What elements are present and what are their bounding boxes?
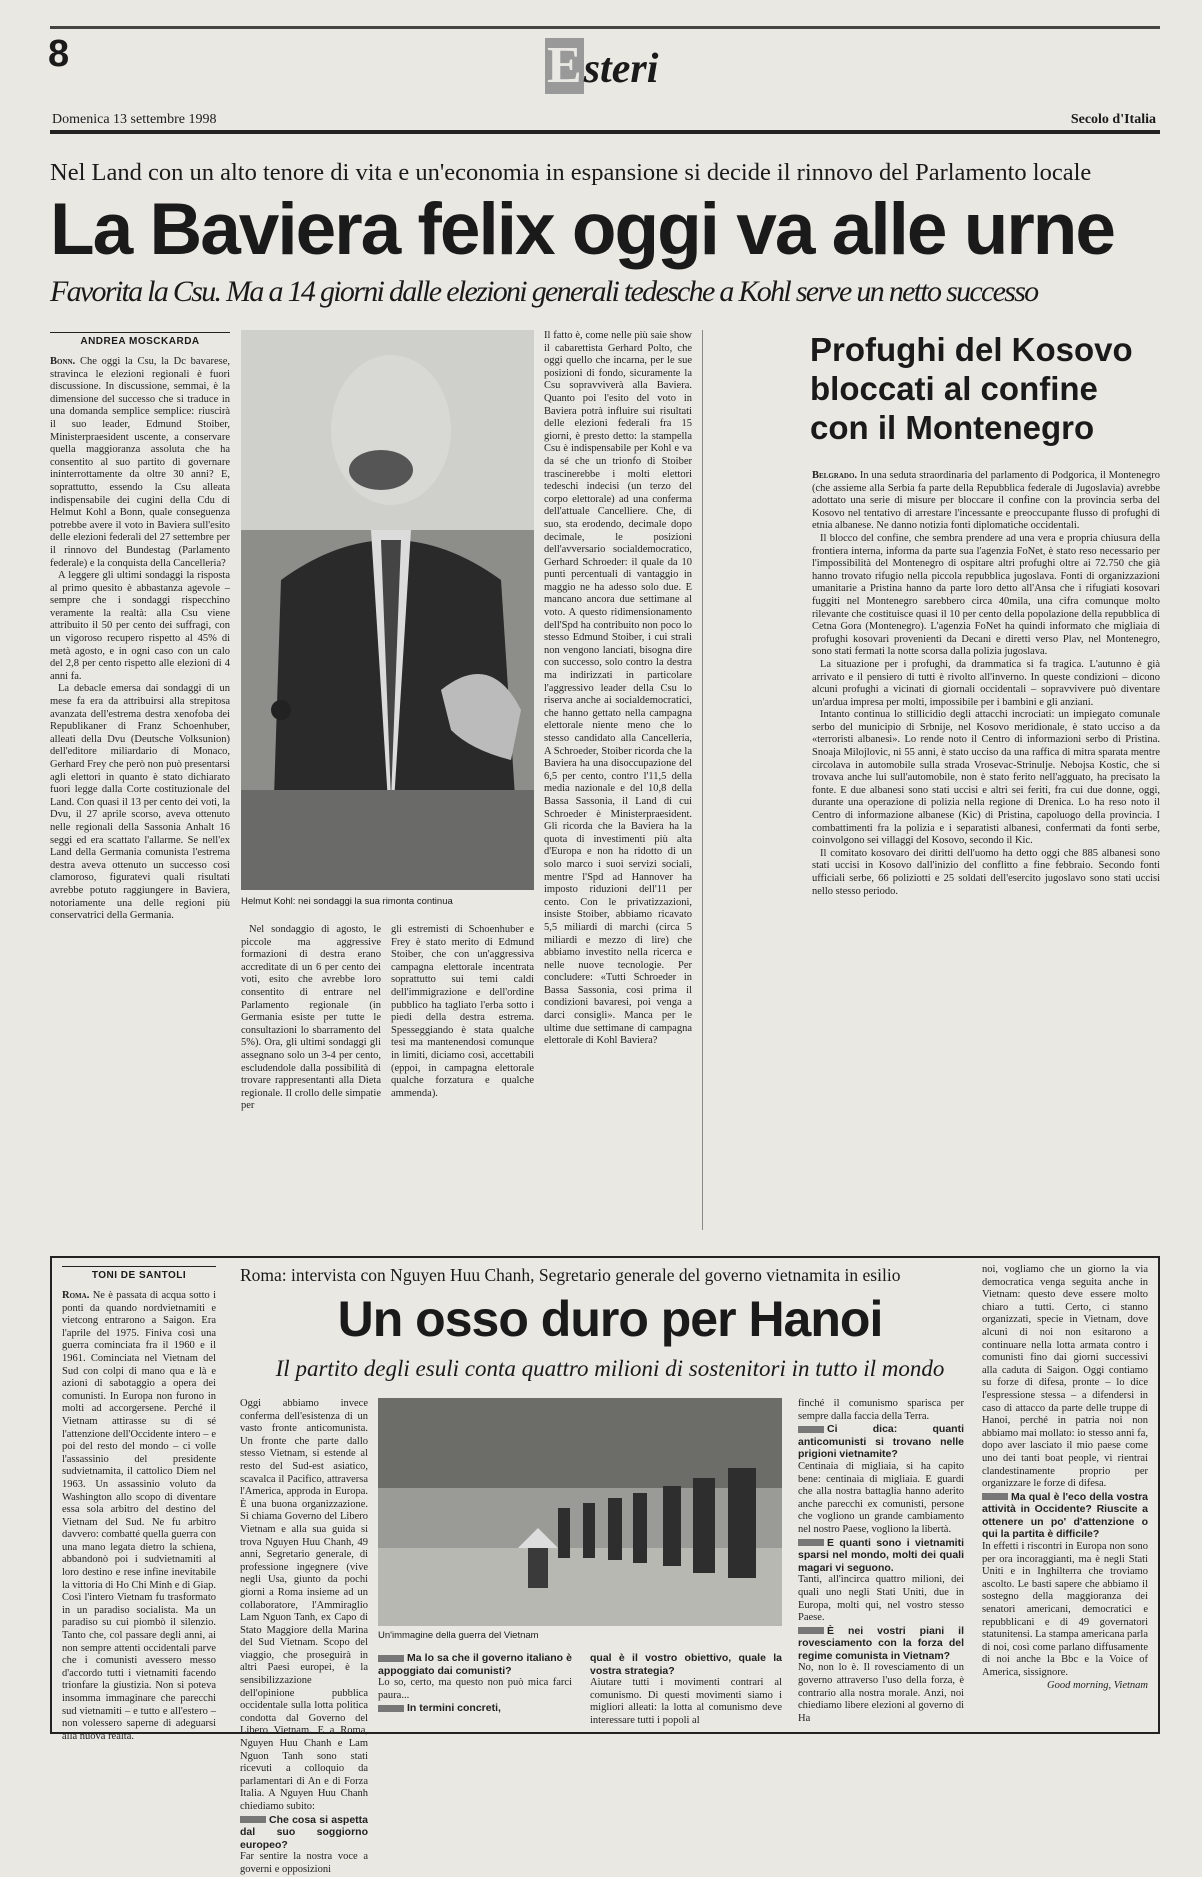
bottom-col2-para: Oggi abbiamo invece conferma dell'esistenza di un vasto fronte anticomunista. Un fronte che parte dallo stesso Vietnam, si estende al resto del Sud-est asiatico, scavalca il Pacifico, attraversa l'America, approda in Europa. È una buona organizzazione. Si chiama Governo del Libero Vietnam e alla sua guida si trova Nguyen Huu Chanh, 49 anni, Segretario generale, di professione ingegnere (vive negli Usa, giunto da pochi giorni a Roma insieme ad un collaboratore, l'Ammiraglio Lam Nguon Tanh, ex Capo di Stato Maggiore della Marina del Sud Vietnam. Scopo del viaggio, che proseguirà in altri Paesi europei, è la sensibilizzazione dell'opinione pubblica occidentale sulla lotta politica condotta dal Governo del Libero Vietnam. E a Roma, Nguyen Huu Chanh e Lam Nguon Tanh sono stati ricevuti a colloquio da parlamentari di An e di Forza Italia. A Nguyen Huu Chanh chiediamo subito:	[240, 1398, 368, 1812]
bottom-col5-answer: In effetti i riscontri in Europa non sono per ora incoraggianti, ma è negli Stati Uniti e in Inghilterra che troviamo ascolto. Le basti sapere che abbiamo il sostegno della maggioranza dei senatori americani, democratici e repubblicani e di 49 governatori statunitensi. La stampa americana parla di noi, così come parlano diffusamente di noi anche la Bbc e la Voice of America, sissignore.	[982, 1541, 1148, 1678]
helmut-kohl-photo	[241, 330, 534, 890]
bottom-col4-answer2: Tanti, all'incirca quattro milioni, dei quali uno negli Stati Uniti, due in Europa, molti qui, nel vostro stesso Paese.	[798, 1574, 964, 1624]
side-para4: Intanto continua lo stillicidio degli attacchi incrociati: un impiegato comunale serbo del municipio di Srbnije, nel Kosovo meridionale, è stato ucciso a da «terroristi albanesi». Lo rende noto il Centro di informazioni serbo di Pristina. Snoaja Milojlovic, ni 55 anni, è stato ucciso da una raffica di mitra sparata mentre circolava in automobile sulla strada Vrosevac-Strinulje. Nebojsa Kostic, che si trovava anche lui sull'automobile, non è stato ferito nell'agguato, ha precisato la fonte. E due albanesi sono stati uccisi e altri sei feriti, fra cui due donne, oggi, durante una operazione di polizia nella regione di Drenica. Lo ha reso noto il Centro di informazione albanese (Kic) di Pristina, capoluogo della provincia. I combattimenti fra la polizia e i separatisti albanesi, confermati da fonti serbe, coinvolgono sei villaggi del Kosovo, secondo il Kic.	[812, 709, 1160, 847]
main-photo-caption: Helmut Kohl: nei sondaggi la sua rimonta continua	[241, 896, 453, 907]
bottom-col4-top-text	[590, 1652, 782, 1726]
main-col1-para2: A leggere gli ultimi sondaggi la risposta al primo quesito è abbastanza agevole – sempre che i sondaggi rispecchino veramente la realtà: alla Csu viene attribuito il 50 per cento dei suffragi, con un vigoroso recupero rispetto al 45% di metà agosto, e in ogni caso con un calo del 2,8 per cento rispetto alle elezioni di 4 anni fa.	[50, 570, 230, 682]
main-byline: ANDREA MOSCKARDA	[80, 336, 200, 347]
main-col1-para3: La debacle emersa dai sondaggi di un mese fa era da attribuirsi alla strepitosa avanzata dell'estrema destra xenofoba dei Republikaner di Franz Schoenhuber, alleati della Dvu (Deutsche Volksunion) dell'editore miliardario di Monaco, Gerhard Frey che però non può presentarsi agli elettori in quanto è stato dichiarato fuori legge dalla Corte costituzionale del Land. Con quasi il 13 per cento dei voti, la Dvu, il 27 aprile scorso, aveva ottenuto nelle regionali della Sassonia Anhalt 16 seggi ed era scattato l'allarme. Se nell'ex Land della Germania comunista l'estrema destra aveva ottenuto un successo così clamoroso, figuratevi quali risultati avrebbe potuto raggiungere in Baviera, notoriamente una delle regioni più conservatrici della Germania.	[50, 683, 230, 922]
main-col3-para: gli estremisti di Schoenhuber e Frey è stato merito di Edmund Stoiber, che con un'aggressiva campagna elettorale incentrata soprattutto sui temi caldi dell'immigrazione e dell'ordine pubblico ha tagliato l'erba sotto i piedi della destra estrema. Spesseggiando è stata qualche tesi ma mantenendosi comunque in limiti, diciamo così, accettabili (eppoi, in campagna elettorale qualche forzatura e qualche ammenda).	[391, 924, 534, 1099]
bottom-col4-question0: qual è il vostro obiettivo, quale la vostra strategia?	[590, 1652, 782, 1677]
bottom-subheadline: Il partito degli esuli conta quattro milioni di sostenitori in tutto il mondo	[275, 1356, 945, 1381]
side-text	[812, 470, 1160, 1228]
side-para2: Il blocco del confine, che sembra prendere ad una vera e propria chiusura della frontiera interna, informa da parte sua l'agenzia FoNet, è stato reso necessario per l'impossibilità del Montenegro di ospitare altri profughi oltre ai 72.750 che già hanno trovato rifugio nella piccola repubblica jugoslava. Fonti di organizzazioni umanitarie a Pristina hanno da parte loro detto all'Ansa che i rifugiati kosovari fuggiti nel Montenegro sarebbero circa 40mila, una cifra comunque molto rilevante che costituisce quasi il 10 per cento della popolazione della repubblica di Cetna Gora (Montenegro). L'agenzia FoNet ha quindi informato che migliaia di profughi kosovari provenienti da Decani e diretti verso Plav, nel Montenegro, sono stati fermati la notte scorsa dalla polizia jugoslava.	[812, 532, 1160, 658]
main-subheadline: Favorita la Csu. Ma a 14 giorni dalle elezioni generali tedesche a Kohl serve un netto successo	[50, 275, 1038, 308]
side-dateline: Belgrado.	[812, 470, 858, 481]
bottom-kicker: Roma: intervista con Nguyen Huu Chanh, Segretario generale del governo vietnamita in esilio	[240, 1265, 901, 1285]
bottom-col1-para: Ne è passata di acqua sotto i ponti da quando nordvietnamiti e vietcong entrarono a Saigon. Era l'aprile del 1975. Finiva così una guerra cominciata fra il 1960 e il 1961. Cominciata nel Vietnam del Sud con colpi di mano qua e là e azioni di sabotaggio a opera dei comunisti. In Europa non furono in molti ad accorgersene. Perché il Vietnam attirasse su di sé l'attenzione dell'Occidente intero – e poi del resto del mondo – ci volle l'assassinio del presidente sudvietnamita, il cattolico Diem nel 1963. Un assassinio voluto da Washington allo scopo di diventare essa sola arbitro del destino del Vietnam del Sud. Ne fu arbitro davvero: combatté quella guerra con una mano legata dietro la schiena, abbandonò poi i sudvietnamiti al loro destino e rese infine inevitabile la vittoria di Ho Chi Minh e di Giap. Così l'intero Vietnam fu trasformato in un paradiso socialista. Ma un paradiso su cui piombò il silenzio. Tanto che, col passare degli anni, ai non sempre attenti occidentali parve che i comunisti avessero messo d'accordo tutti i vietnamiti facendo trionfare la giustizia. Non si poteva insomma immaginare che parecchi sud vietnamiti – e tutto e all'estero – non volessero saperne di adeguarsi alla nuova realtà.	[62, 1290, 217, 1742]
main-col3-text	[391, 924, 534, 1228]
side-headline: Profughi del Kosovo bloccati al confine con il Montenegro	[810, 331, 1133, 446]
section-letter: E	[547, 37, 582, 94]
side-para3: La situazione per i profughi, da drammatica si fa tragica. L'autunno è già arrivato e il pensiero di tutti è rivolto all'inverno. In queste condizioni – dicono alcuni profughi a vicinati di giornali occidentali – sopravvivere può diventare un'ardua impresa per molti, impossibile per i bambini e gli anziani.	[812, 658, 1160, 708]
page-number: 8	[48, 33, 70, 75]
main-col1-para1: Che oggi la Csu, la Dc bavarese, stravinca le elezioni regionali è fuori discussione. In discussione, semmai, è la dimensione del successo che si traduce in una domanda semplice semplice: riuscirà il suo leader, Edmund Stoiber, Ministerpraesident uscente, a conservare quella maggioranza assoluta che ha consentito al suo partito di governare ininterrottamente da oltre 30 anni? E, soprattutto, essendo la Csu alleata indispensabile dei cugini della Cdu di Helmut Kohl a Bonn, quale conseguenza potrebbe avere il voto in Baviera sull'esito delle elezioni federali del 27 settembre per il rinnovo del Bundestag (Parlamento federale) e la conquista della Cancelleria?	[50, 356, 231, 569]
main-col4-para: Il fatto è, come nelle più saie show il cabarettista Gerhard Polto, che oggi quello che incarna, per le sue posizioni di fondo, sicuramente la Csu sopravviverà alla Baviera. Quanto poi l'esito del voto in Baviera potrà influire sui risultati delle elezioni federali fra 15 giorni, è presto detto: la stampella Csu è indispensabile per Kohl e va da sé che un trionfo di Stoiber trascinerebbe i molti elettori tedeschi indecisi (un terzo del corpo elettorale) ad una conferma dell'attuale Cancelliere. Che, di suo, sta erodendo, decimale dopo decimale, le posizioni dell'avversario socialdemocratico, Gerhard Schroeder: il quale da 10 punti percentuali di vantaggio in maggio ne ha adesso solo due. E mancano ancora due settimane al voto. A questo ridimensionamento dell'Spd ha contribuito non poco lo stesso Edmund Stoiber, i cui strali non vengono lanciati, bisogna dire con successo, solo contro la destra ma indirizzati in particolare l'aggressivo leader della Csu lo riserva anche ai socialdemocratici, che hanno gettato nella campagna elettorale niente meno che lo stesso candidato alla Cancelleria, A Schroeder, Stoiber ricorda che la Baviera ha una disoccupazione del 6,5 per cento, contro l'11,5 della media nazionale e del 10,8 della Bassa Sassonia, il Land di cui Schroeder è Ministerpraesident. Gli ricorda che la Baviera ha la quota di investimenti più alta d'Europa e non ha ridotto di un solo marco i suoi servizi sociali, mentre l'Spd ad Hannover ha imposto riduzioni dell'11 per cento. Con le privatizzazioni, insiste Stoiber, abbiamo ricavato 5,5 miliardi di marchi (circa 5 miliardi e mezzo di lire) che abbiamo investito nella ricerca e nelle nuove tecnologie. Per concludere: «Tutti Schroeder in Bassa Sassonia, così prima il condizioni bavaresi, poi venga a darci consigli». Manca per le ultime due settimane di campagna elettorale di Kohl Baviera?	[544, 330, 692, 1047]
section-title	[545, 38, 658, 94]
bottom-col2-question: Che cosa si aspetta dal suo soggiorno europeo?	[240, 1813, 368, 1851]
bottom-col3-text	[378, 1652, 572, 1722]
bottom-col4-answer3: No, non lo è. Il rovesciamento di un governo attraverso l'uso della forza, è contrario alla nostra morale. Anzi, noi chiediamo libere elezioni al governo di Ha	[798, 1662, 964, 1724]
question-marker-icon	[798, 1539, 824, 1546]
bottom-col3-question: Ma lo sa che il governo italiano è appoggiato dai comunisti?	[378, 1652, 572, 1677]
bottom-col5-signoff: Good morning, Vietnam	[1046, 1679, 1148, 1691]
side-para5: Il comitato kosovaro dei diritti dell'uomo ha detto oggi che 885 albanesi sono stati uccisi in Kosovo dall'inizio del conflitto a fine febbraio. Secondo fonti ufficiali serbe, 66 poliziotti e 25 soldati dell'esercito jugoslavo sono stati uccisi nello stesso periodo.	[812, 847, 1160, 897]
bottom-photo-caption: Un'immagine della guerra del Vietnam	[378, 1630, 539, 1641]
bottom-col3-question2: In termini concreti,	[378, 1702, 572, 1715]
main-headline: La Baviera felix oggi va alle urne	[50, 189, 1114, 270]
bottom-col1-text	[62, 1290, 217, 1742]
bottom-headline: Un osso duro per Hanoi	[337, 1291, 883, 1347]
newspaper-name: Secolo d'Italia	[1070, 112, 1156, 127]
bottom-col5-question: Ma qual è l'eco della vostra attività in Occidente? Riuscite a ottenere un po' d'attenzione o qui la partita è difficile?	[982, 1490, 1148, 1541]
bottom-col3-answer: Lo so, certo, ma questo non può mica farci paura...	[378, 1677, 572, 1701]
bottom-byline: TONI DE SANTOLI	[91, 1270, 187, 1281]
bottom-col4-text	[798, 1398, 964, 1722]
section-rest: steri	[583, 46, 659, 92]
bottom-col2-text	[240, 1398, 368, 1875]
bottom-col4-question: Ci dica: quanti anticomunisti si trovano nelle prigioni vietnamite?	[798, 1423, 964, 1461]
question-marker-icon	[798, 1426, 824, 1433]
question-marker-icon	[798, 1627, 824, 1634]
question-marker-icon	[378, 1655, 404, 1662]
bottom-col4-answer: Centinaia di migliaia, si ha capito bene: centinaia di migliaia. E guardi che alla nostra battaglia hanno aderito anche parecchi ex comunisti, persone che vogliono un grande cambiamento nel nostro Paese, vogliono la libertà.	[798, 1460, 964, 1535]
issue-date: Domenica 13 settembre 1998	[52, 112, 217, 127]
question-marker-icon	[240, 1816, 266, 1823]
main-col2-para: Nel sondaggio di agosto, le piccole ma aggressive formazioni di destra erano accreditate di un 6 per cento dei voti, esito che avrebbe loro consentito di entrare nel Parlamento regionale (in Germania esiste per tutte le consultazioni lo sbarramento del 5%). Ora, gli ultimi sondaggi gli assegnano solo un 3-4 per cento, escludendole dalla possibilità di trovare rappresentanti alla Dieta regionale. Il crollo delle simpatie per	[241, 924, 381, 1112]
bottom-col5-text	[982, 1264, 1148, 1722]
bottom-col4-question2: E quanti sono i vietnamiti sparsi nel mondo, molti dei quali magari vi seguono.	[798, 1536, 964, 1574]
main-col2-text	[241, 924, 381, 1228]
question-marker-icon	[982, 1493, 1008, 1500]
bottom-dateline: Roma.	[62, 1290, 90, 1301]
bottom-col4-question3: È nei vostri piani il rovesciamento con la forza del regime comunista in Vietnam?	[798, 1624, 964, 1662]
side-para1: In una seduta straordinaria del parlamento di Podgorica, il Montenegro (che assieme alla Serbia fa parte della Repubblica federale di Jugoslavia) avrebbe adottato una serie di misure per bloccare il confine con la provincia serba del Kosovo nel tentativo di arrestare l'incessante e preoccupante flusso di profughi di etnia albanese. Ne danno notizia fonti diplomatiche occidentali.	[812, 470, 1160, 532]
main-kicker: Nel Land con un alto tenore di vita e un'economia in espansione si decide il rinnovo del Parlamento locale	[50, 159, 1092, 186]
main-col1-text	[50, 356, 230, 1228]
vietnam-photo-illustration	[378, 1398, 782, 1626]
kohl-photo-illustration	[241, 330, 534, 890]
bottom-col4-para: finché il comunismo sparisca per sempre dalla faccia della Terra.	[798, 1398, 964, 1422]
main-dateline: Bonn.	[50, 356, 76, 367]
bottom-col4-answer0: Aiutare tutti i movimenti contrari al comunismo. Di questi movimenti siamo i migliori alleati: la lotta al comunismo deve interessare tutti i popoli al	[590, 1677, 782, 1726]
main-col4-text	[544, 330, 692, 1228]
bottom-col5-para: noi, vogliamo che un giorno la via democratica venga seguita anche in Vietnam: questo deve essere molto chiaro a tutti. Certo, ci stanno organizzati, specie in Vietnam, dove alcuni di noi non esitarono a continuare nella lotta armata contro i comunisti fino dai giorni successivi alla caduta di Saigon. Oggi contiamo su forze di difesa, pronte – lo dice l'espressione stessa – a difendersi in caso di attacco da parte delle truppe di Hanoi, perché in patria noi non abbiamo mai mollato: io stesso anni fa, dopo aver lasciato il mio paese come uno dei tanti boat people, vi rientrai clandestinamente proprio per organizzare le forze di difesa.	[982, 1264, 1148, 1490]
bottom-col2-answer: Far sentire la nostra voce a governi e opposizioni	[240, 1851, 368, 1875]
vietnam-war-photo	[378, 1398, 782, 1626]
question-marker-icon	[378, 1705, 404, 1712]
